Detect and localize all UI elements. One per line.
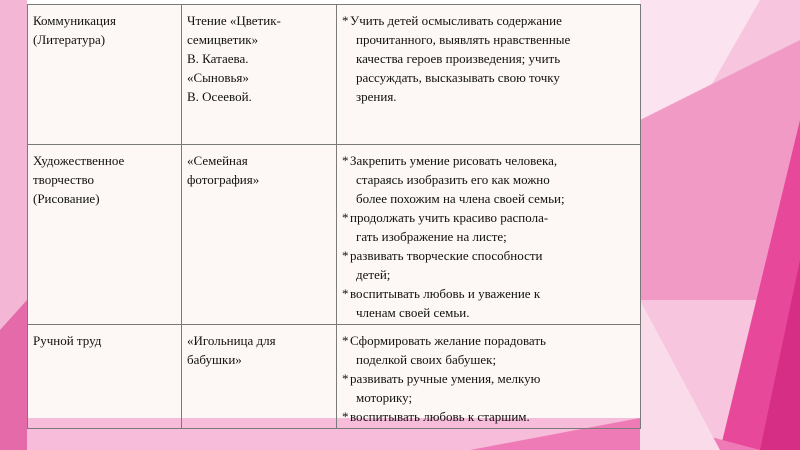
activity-cell xyxy=(182,325,337,429)
goal-text: прочитанного, выявлять нравственные xyxy=(356,32,571,47)
activity-text: В. Катаева. xyxy=(187,51,249,66)
goal-marker: * xyxy=(342,153,349,168)
activity-text: семицветик» xyxy=(187,32,259,47)
goal-text: качества героев произведения; учить xyxy=(356,51,561,66)
goal-text: продолжать учить красиво распола- xyxy=(350,210,549,225)
lesson-plan-table xyxy=(27,4,641,429)
activity-text: бабушки» xyxy=(187,352,242,367)
table-row xyxy=(28,5,641,145)
area-text: Ручной труд xyxy=(33,333,102,348)
goal-text: Сформировать желание порадовать xyxy=(350,333,546,348)
goal-marker: * xyxy=(342,286,349,301)
goal-text: поделкой своих бабушек; xyxy=(356,352,497,367)
activity-text: «Игольница для xyxy=(187,333,276,348)
goal-item xyxy=(342,246,635,284)
goal-marker: * xyxy=(342,13,349,28)
goal-item xyxy=(342,331,635,369)
area-text: (Рисование) xyxy=(33,191,100,206)
goal-text: гать изображение на листе; xyxy=(356,229,507,244)
area-text: творчество xyxy=(33,172,95,187)
area-cell xyxy=(28,325,182,429)
goal-item xyxy=(342,11,635,106)
goal-marker: * xyxy=(342,333,349,348)
goal-text: более похожим на члена своей семьи; xyxy=(356,191,565,206)
goal-text: воспитывать любовь и уважение к xyxy=(350,286,541,301)
activity-text: Чтение «Цветик- xyxy=(187,13,281,28)
goal-marker: * xyxy=(342,409,349,424)
goal-text: Учить детей осмысливать содержание xyxy=(350,13,562,28)
goal-marker: * xyxy=(342,248,349,263)
area-text: Коммуникация xyxy=(33,13,116,28)
goals-cell xyxy=(337,145,641,325)
activity-text: «Сыновья» xyxy=(187,70,249,85)
area-text: (Литература) xyxy=(33,32,106,47)
goal-text: развивать ручные умения, мелкую xyxy=(350,371,541,386)
table-row xyxy=(28,325,641,429)
activity-text: В. Осеевой. xyxy=(187,89,252,104)
goal-text: детей; xyxy=(356,267,391,282)
activity-text: фотография» xyxy=(187,172,260,187)
goal-item xyxy=(342,208,635,246)
goal-text: рассуждать, высказывать свою точку xyxy=(356,70,560,85)
goal-item xyxy=(342,151,635,208)
goal-text: зрения. xyxy=(356,89,397,104)
goals-cell xyxy=(337,5,641,145)
activity-cell xyxy=(182,145,337,325)
lesson-plan-table-container xyxy=(27,4,640,424)
goal-item xyxy=(342,407,635,426)
goals-cell xyxy=(337,325,641,429)
goal-item xyxy=(342,369,635,407)
goal-text: воспитывать любовь к старшим. xyxy=(350,409,530,424)
area-text: Художественное xyxy=(33,153,125,168)
goal-text: Закрепить умение рисовать человека, xyxy=(350,153,558,168)
area-cell xyxy=(28,145,182,325)
goal-text: стараясь изобразить его как можно xyxy=(356,172,550,187)
table-row xyxy=(28,145,641,325)
goal-item xyxy=(342,284,635,322)
goal-text: моторику; xyxy=(356,390,413,405)
goal-text: членам своей семьи. xyxy=(356,305,470,320)
area-cell xyxy=(28,5,182,145)
activity-text: «Семейная xyxy=(187,153,248,168)
goal-marker: * xyxy=(342,210,349,225)
goal-text: развивать творческие способности xyxy=(350,248,543,263)
goal-marker: * xyxy=(342,371,349,386)
activity-cell xyxy=(182,5,337,145)
